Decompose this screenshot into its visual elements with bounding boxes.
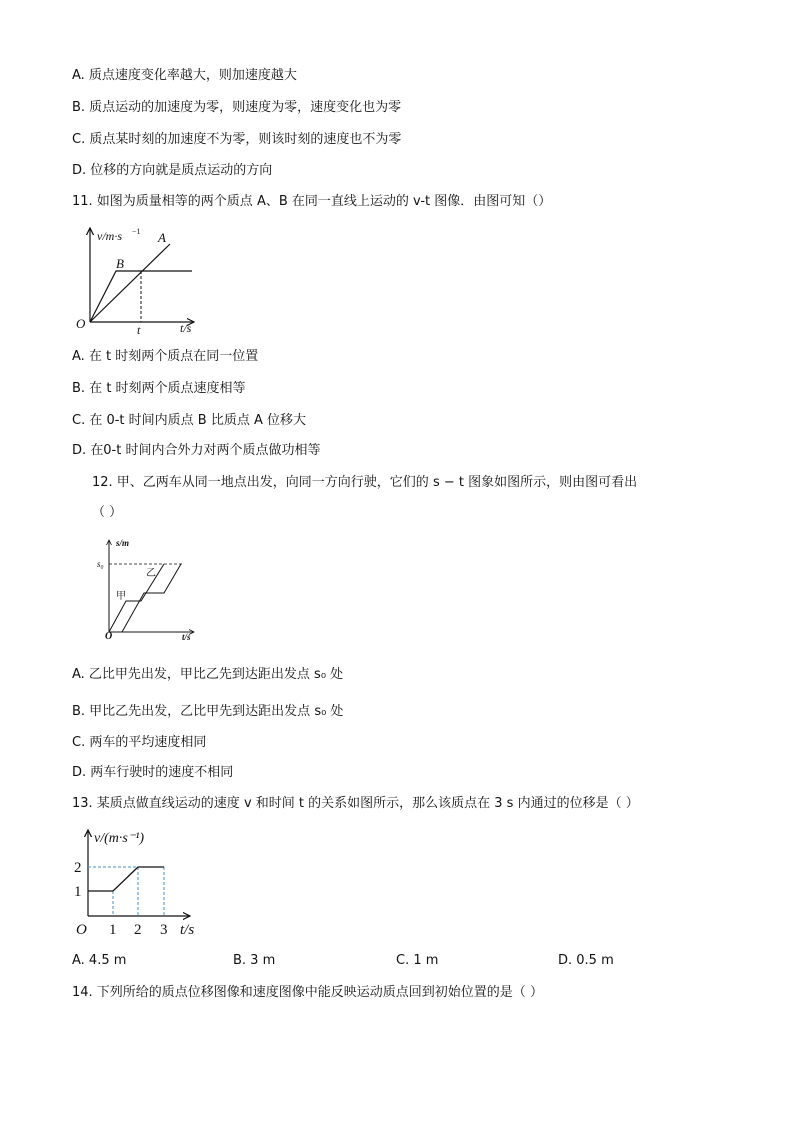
q12-origin: O xyxy=(105,631,113,642)
q11-label-a: A xyxy=(158,230,166,245)
q11-option-b: B. 在 t 时刻两个质点速度相等 xyxy=(72,381,246,396)
q13-x-label: t/s xyxy=(180,922,195,938)
q11-option-a: A. 在 t 时刻两个质点在同一位置 xyxy=(72,349,259,364)
q11-vt-figure xyxy=(70,222,210,338)
q12-label-jia: 甲 xyxy=(116,591,126,602)
q13-options-row xyxy=(0,953,794,969)
q10-option-d: D. 位移的方向就是质点运动的方向 xyxy=(72,163,273,178)
q11-label-b: B xyxy=(116,256,124,271)
q11-option-c: C. 在 0-t 时间内质点 B 比质点 A 位移大 xyxy=(72,413,307,428)
q13-y-label: v/(m·s⁻¹) xyxy=(94,831,145,846)
q10-option-c: C. 质点某时刻的加速度不为零，则该时刻的速度也不为零 xyxy=(72,132,402,147)
q13-option-c: C. 1 m xyxy=(396,953,439,968)
q13-option-d: D. 0.5 m xyxy=(558,953,614,968)
q13-option-a: A. 4.5 m xyxy=(72,953,127,968)
q12-stem-paren: （ ） xyxy=(92,505,123,520)
q13-origin: O xyxy=(76,922,87,938)
q12-y-label: s/m xyxy=(116,538,130,548)
q12-s0-label: s₀ xyxy=(97,559,104,569)
q13-x-tick-2: 2 xyxy=(134,922,142,938)
q14-stem: 14. 下列所给的质点位移图像和速度图像中能反映运动质点回到初始位置的是（ ） xyxy=(72,985,543,1000)
q10-option-a: A. 质点速度变化率越大，则加速度越大 xyxy=(72,68,297,83)
q11-x-label: t/s xyxy=(180,321,192,335)
q12-option-d: D. 两车行驶时的速度不相同 xyxy=(72,765,234,780)
q11-origin: O xyxy=(76,316,86,331)
q13-stem: 13. 某质点做直线运动的速度 v 和时间 t 的关系如图所示，那么该质点在 3 s 内通过的位移是（ ） xyxy=(72,796,639,811)
q13-option-b: B. 3 m xyxy=(233,953,276,968)
q12-label-yi: 乙 xyxy=(146,568,156,579)
q10-option-b: B. 质点运动的加速度为零，则速度为零，速度变化也为零 xyxy=(72,100,402,115)
q13-y-tick-2: 2 xyxy=(74,860,82,876)
q11-line-a xyxy=(90,244,170,322)
q13-y-tick-1: 1 xyxy=(74,884,82,900)
q13-x-tick-3: 3 xyxy=(160,922,168,938)
q11-stem: 11. 如图为质量相等的两个质点 A、B 在同一直线上运动的 v-t 图像．由图可知（） xyxy=(72,194,552,209)
q13-vt-figure xyxy=(70,824,210,940)
q11-y-label: v/m·s xyxy=(97,229,122,243)
q12-x-label: t/s xyxy=(182,632,191,642)
q13-x-tick-1: 1 xyxy=(109,922,117,938)
q12-option-a: A. 乙比甲先出发，甲比乙先到达距出发点 s₀ 处 xyxy=(72,667,344,682)
q13-vt-line xyxy=(88,867,164,891)
q12-option-b: B. 甲比乙先出发，乙比甲先到达距出发点 s₀ 处 xyxy=(72,704,344,719)
q12-st-figure xyxy=(94,534,204,644)
q11-tick-t: t xyxy=(137,323,141,337)
q12-stem: 12. 甲、乙两车从同一地点出发，向同一方向行驶，它们的 s − t 图象如图所示，则由图可看出 xyxy=(92,475,638,490)
q12-option-c: C. 两车的平均速度相同 xyxy=(72,735,207,750)
q11-y-label-exp: −1 xyxy=(132,227,141,236)
q11-option-d: D. 在0-t 时间内合外力对两个质点做功相等 xyxy=(72,443,321,458)
